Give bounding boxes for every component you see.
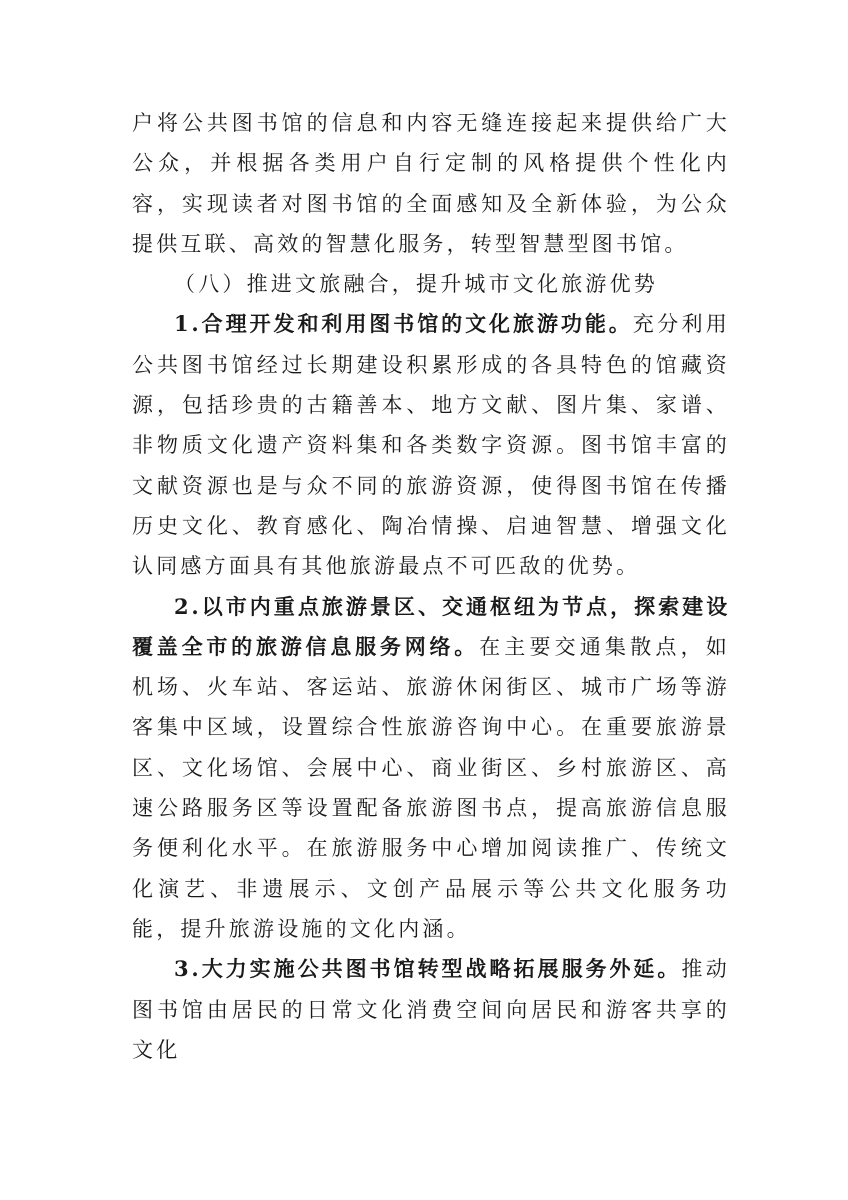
document-page [132, 103, 730, 1070]
section-heading [132, 264, 730, 304]
paragraph-item-3 [132, 949, 730, 1070]
item-lead: 3.大力实施公共图书馆转型战略拓展服务外延。 [174, 956, 682, 982]
item-lead: 2.以市内重点旅游景区、交通枢纽为节点，探索建设覆盖全市的旅游信息服务网络。 [132, 593, 730, 659]
section-heading-text: （八）推进文旅融合，提升城市文化旅游优势 [174, 272, 658, 297]
paragraph-text: 在主要交通集散点，如机场、火车站、客运站、旅游休闲街区、城市广场等游客集中区域，设置综合性旅游咨询中心。在重要旅游景区、文化场馆、会展中心、商业街区、乡村旅游区、高速公路服务区等设置配备旅游图书点，提高旅游信息服务便利化水平。在旅游服务中心增加阅读推广、传统文化演艺、非遗展示、文创产品展示等公共文化服务功能，提升旅游设施的文化内涵。 [132, 634, 730, 941]
paragraph-text: 户将公共图书馆的信息和内容无缝连接起来提供给广大公众，并根据各类用户自行定制的风格提供个性化内容，实现读者对图书馆的全面感知及全新体验，为公众提供互联、高效的智慧化服务，转型智慧型图书馆。 [132, 111, 730, 256]
paragraph-item-2 [132, 587, 730, 950]
paragraph-item-1 [132, 304, 730, 586]
paragraph-text: 推动图书馆由居民的日常文化消费空间向居民和游客共享的文化 [132, 957, 730, 1062]
paragraph-continuation [132, 103, 730, 264]
item-lead: 1.合理开发和利用图书馆的文化旅游功能。 [174, 311, 633, 337]
paragraph-text: 充分利用公共图书馆经过长期建设积累形成的各具特色的馆藏资源，包括珍贵的古籍善本、地方文献、图片集、家谱、非物质文化遗产资料集和各类数字资源。图书馆丰富的文献资源也是与众不同的旅游资源，使得图书馆在传播历史文化、教育感化、陶冶情操、启迪智慧、增强文化认同感方面具有其他旅游最点不可匹敌的优势。 [132, 312, 730, 579]
